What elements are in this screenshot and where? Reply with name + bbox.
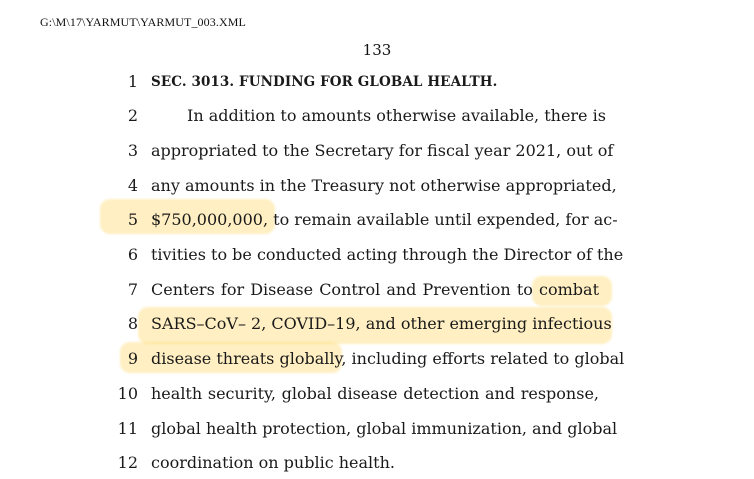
section-heading: SEC. 3013. FUNDING FOR GLOBAL HEALTH. bbox=[151, 74, 498, 90]
line-text: any amounts in the Treasury not otherwise appropriated, bbox=[151, 176, 617, 195]
file-path: G:\M\17\YARMUT\YARMUT_003.XML bbox=[40, 15, 246, 29]
line-number: 12 bbox=[117, 453, 138, 472]
line-text: disease threats globally, including efforts related to global bbox=[151, 349, 625, 368]
page-number: 133 bbox=[362, 41, 392, 59]
line-text: health security, global disease detection and response, bbox=[151, 384, 599, 403]
line-text: appropriated to the Secretary for fiscal year 2021, out of bbox=[151, 141, 614, 160]
line-number: 2 bbox=[127, 106, 138, 125]
line-number: 10 bbox=[117, 384, 138, 403]
line-text: $750,000,000, to remain available until expended, for ac- bbox=[151, 210, 618, 229]
line-number: 7 bbox=[127, 280, 138, 299]
line-7 bbox=[0, 280, 754, 314]
line-text: SARS–CoV– 2, COVID–19, and other emerging infectious bbox=[151, 314, 612, 333]
line-text: In addition to amounts otherwise available, there is bbox=[187, 106, 606, 125]
line-8 bbox=[0, 314, 754, 348]
line-text: Centers for Disease Control and Prevention to combat bbox=[151, 280, 599, 299]
line-4 bbox=[0, 176, 754, 210]
line-number: 5 bbox=[127, 210, 138, 229]
line-number: 8 bbox=[127, 314, 138, 333]
line-12 bbox=[0, 453, 754, 479]
line-11 bbox=[0, 419, 754, 453]
line-2 bbox=[0, 106, 754, 140]
line-1 bbox=[0, 72, 754, 106]
line-10 bbox=[0, 384, 754, 418]
line-text: global health protection, global immunization, and global bbox=[151, 419, 618, 438]
line-6 bbox=[0, 245, 754, 279]
line-5 bbox=[0, 210, 754, 244]
line-number: 9 bbox=[127, 349, 138, 368]
line-number: 1 bbox=[127, 72, 138, 91]
line-number: 11 bbox=[117, 419, 138, 438]
line-text: coordination on public health. bbox=[151, 453, 395, 472]
line-text: tivities to be conducted acting through the Director of the bbox=[151, 245, 624, 264]
line-9 bbox=[0, 349, 754, 383]
line-3 bbox=[0, 141, 754, 175]
line-number: 4 bbox=[127, 176, 138, 195]
line-number: 6 bbox=[127, 245, 138, 264]
line-number: 3 bbox=[127, 141, 138, 160]
